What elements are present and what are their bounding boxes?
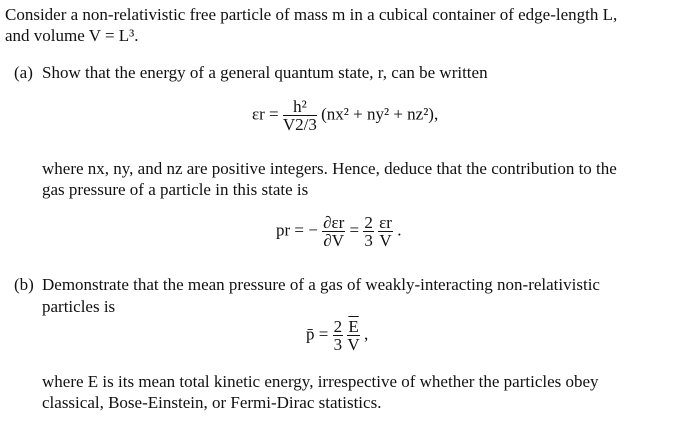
eq2-lhs: pr = −	[276, 220, 318, 240]
eq2-frac2-denominator: 3	[364, 231, 373, 250]
eq2-derivative-fraction	[322, 214, 345, 249]
part-b-label: (b)	[14, 275, 34, 294]
part-a-prompt: Show that the energy of a general quantum state, r, can be written	[42, 63, 488, 82]
eq3-end: ,	[363, 324, 369, 344]
intro-line-2: and volume V = L³.	[5, 26, 139, 45]
equation-energy	[252, 98, 438, 133]
eq2-two-thirds-fraction	[363, 214, 374, 249]
eq2-frac1-denominator: ∂V	[323, 231, 345, 250]
eq2-frac2-numerator: 2	[364, 213, 373, 232]
eq3-energy-volume-fraction	[347, 318, 359, 353]
eq2-frac1-numerator: ∂εr	[323, 213, 345, 232]
part-a-label: (a)	[14, 63, 33, 82]
eq2-frac3-denominator: V	[379, 231, 392, 250]
part-a-text-line-2: gas pressure of a particle in this state is	[42, 180, 309, 199]
part-b-text-line-2: classical, Bose-Einstein, or Fermi-Dirac statistics.	[42, 393, 382, 412]
eq3-lhs: p̄ =	[306, 324, 329, 344]
eq3-frac1-numerator: 2	[333, 317, 343, 336]
eq2-energy-volume-fraction	[378, 214, 393, 249]
part-a-text-line-1: where nx, ny, and nz are positive integers. Hence, deduce that the contribution to the	[42, 159, 617, 178]
eq2-end: .	[397, 220, 402, 240]
equation-mean-pressure	[306, 318, 368, 353]
part-b-text-line-1: where E is its mean total kinetic energy, irrespective of whether the particles obey	[42, 372, 599, 391]
part-b-line-1: Demonstrate that the mean pressure of a gas of weakly-interacting non-relativistic	[42, 275, 600, 294]
intro-line-1: Consider a non-relativistic free particle of mass m in a cubical container of edge-length L,	[5, 5, 618, 24]
eq3-frac2-numerator: $\overline{E}$	[348, 317, 359, 336]
equation-pressure-state	[276, 214, 401, 249]
eq3-two-thirds-fraction	[333, 318, 344, 353]
eq1-lhs: εr =	[252, 104, 279, 124]
part-b-line-2: particles is	[42, 297, 116, 316]
eq3-frac2-denominator: V	[347, 335, 360, 354]
eq1-rhs: (nx² + ny² + nz²),	[321, 104, 439, 124]
eq2-frac3-numerator: εr	[379, 213, 392, 232]
eq1-fraction	[283, 98, 317, 133]
eq1-numerator: h²	[283, 98, 317, 116]
eq3-frac1-denominator: 3	[333, 335, 343, 354]
eq2-equals: =	[349, 220, 360, 240]
eq1-denominator: V2/3	[282, 115, 317, 134]
